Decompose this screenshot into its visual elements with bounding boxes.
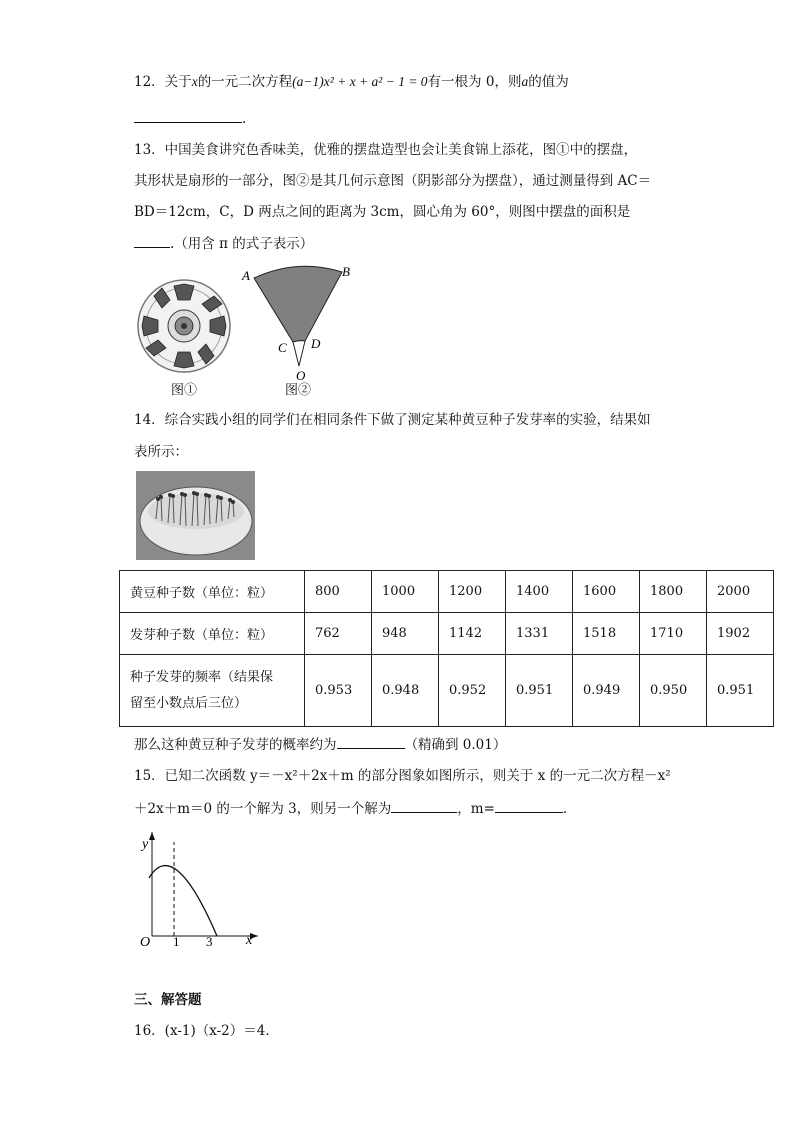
q13-line1: 13．中国美食讲究色香味美，优雅的摆盘造型也会让美食锦上添花，图①中的摆盘， bbox=[134, 142, 638, 158]
table-cell: 2000 bbox=[707, 571, 774, 613]
q12-var-a: a bbox=[521, 74, 529, 89]
graph-y-label: y bbox=[142, 837, 149, 852]
table-header-cell: 发芽种子数（单位：粒） bbox=[120, 613, 305, 655]
sector-diagram bbox=[238, 262, 358, 382]
plate-photo bbox=[136, 278, 232, 374]
q12-equation: (a−1)x² + x + a² − 1 = 0 bbox=[292, 74, 428, 89]
fig1-caption: 图① bbox=[171, 383, 198, 398]
table-cell: 1518 bbox=[573, 613, 640, 655]
q14-line2: 表所示： bbox=[134, 444, 188, 460]
table-cell: 0.950 bbox=[640, 655, 707, 727]
table-cell: 0.952 bbox=[439, 655, 506, 727]
sprouts-photo bbox=[136, 471, 255, 560]
q15-line1: 15．已知二次函数 y＝－x²＋2x＋m 的部分图象如图所示，则关于 x 的一元二次方程－x² bbox=[134, 768, 671, 784]
label-D: D bbox=[311, 336, 321, 351]
parabola-graph bbox=[136, 826, 266, 948]
q13-answer-blank[interactable] bbox=[134, 233, 170, 248]
q12-text2: 有一根为 0，则 bbox=[427, 74, 522, 90]
label-C: C bbox=[278, 340, 287, 355]
label-O: O bbox=[296, 368, 306, 382]
table-header-line2: 留至小数点后三位） bbox=[130, 695, 248, 711]
q16-line: 16．(x-1)（x-2）＝4． bbox=[134, 1023, 279, 1039]
graph-origin: O bbox=[140, 935, 151, 948]
germination-table bbox=[119, 570, 774, 727]
table-row bbox=[120, 613, 774, 655]
fig2-caption: 图② bbox=[285, 383, 312, 398]
table-cell: 0.951 bbox=[506, 655, 573, 727]
table-cell: 1800 bbox=[640, 571, 707, 613]
label-B: B bbox=[342, 264, 350, 279]
table-cell: 800 bbox=[305, 571, 372, 613]
q14-line1: 14．综合实践小组的同学们在相同条件下做了测定某种黄豆种子发芽率的实验，结果如 bbox=[134, 412, 651, 428]
graph-x-label: x bbox=[246, 933, 253, 948]
q13-line4-tail: .（用含 π 的式子表示） bbox=[170, 236, 314, 252]
table-cell: 1400 bbox=[506, 571, 573, 613]
table-header-cell bbox=[120, 655, 305, 727]
table-row bbox=[120, 655, 774, 727]
q12-end: . bbox=[242, 111, 247, 127]
table-cell: 1142 bbox=[439, 613, 506, 655]
q15-answer-blank-2[interactable] bbox=[495, 798, 563, 813]
table-cell: 0.949 bbox=[573, 655, 640, 727]
q15-line2 bbox=[134, 798, 567, 819]
table-cell: 1710 bbox=[640, 613, 707, 655]
graph-tick-1: 1 bbox=[173, 934, 180, 948]
table-cell: 0.948 bbox=[372, 655, 439, 727]
table-cell: 1000 bbox=[372, 571, 439, 613]
q12-text1: 的一元二次方程 bbox=[197, 74, 293, 90]
q12-line bbox=[134, 72, 569, 92]
q14-after-table-1: 那么这种黄豆种子发芽的概率约为 bbox=[134, 737, 337, 753]
q15-line2a: ＋2x＋m＝0 的一个解为 3，则另一个解为 bbox=[134, 801, 392, 817]
q12-var-x: x bbox=[191, 74, 198, 89]
q12-answer-line bbox=[134, 108, 246, 129]
q15-answer-blank-1[interactable] bbox=[391, 798, 457, 813]
table-header-line1: 种子发芽的频率（结果保 bbox=[130, 669, 274, 685]
table-cell: 1200 bbox=[439, 571, 506, 613]
label-A: A bbox=[242, 268, 250, 283]
q14-answer-line bbox=[134, 734, 506, 755]
q12-number: 12．关于 bbox=[134, 74, 192, 90]
q14-after-table-2: （精确到 0.01） bbox=[404, 737, 507, 753]
table-row bbox=[120, 571, 774, 613]
q14-answer-blank[interactable] bbox=[337, 734, 405, 749]
section3-title: 三、解答题 bbox=[134, 992, 202, 1008]
q13-line2: 其形状是扇形的一部分，图②是其几何示意图（阴影部分为摆盘），通过测量得到 AC＝ bbox=[134, 173, 652, 189]
table-cell: 762 bbox=[305, 613, 372, 655]
q15-line2b: ，m= bbox=[457, 801, 495, 817]
q13-line3: BD＝12cm，C，D 两点之间的距离为 3cm，圆心角为 60°，则图中摆盘的面积是 bbox=[134, 204, 631, 220]
q15-line2c: . bbox=[562, 801, 568, 817]
table-cell: 1331 bbox=[506, 613, 573, 655]
q12-text3: 的值为 bbox=[528, 74, 569, 90]
graph-tick-3: 3 bbox=[206, 934, 213, 948]
table-cell: 0.951 bbox=[707, 655, 774, 727]
table-cell: 0.953 bbox=[305, 655, 372, 727]
table-cell: 1902 bbox=[707, 613, 774, 655]
table-cell: 948 bbox=[372, 613, 439, 655]
table-cell: 1600 bbox=[573, 571, 640, 613]
q13-line4 bbox=[134, 233, 313, 254]
q12-answer-blank[interactable] bbox=[134, 108, 242, 123]
table-header-cell: 黄豆种子数（单位：粒） bbox=[120, 571, 305, 613]
